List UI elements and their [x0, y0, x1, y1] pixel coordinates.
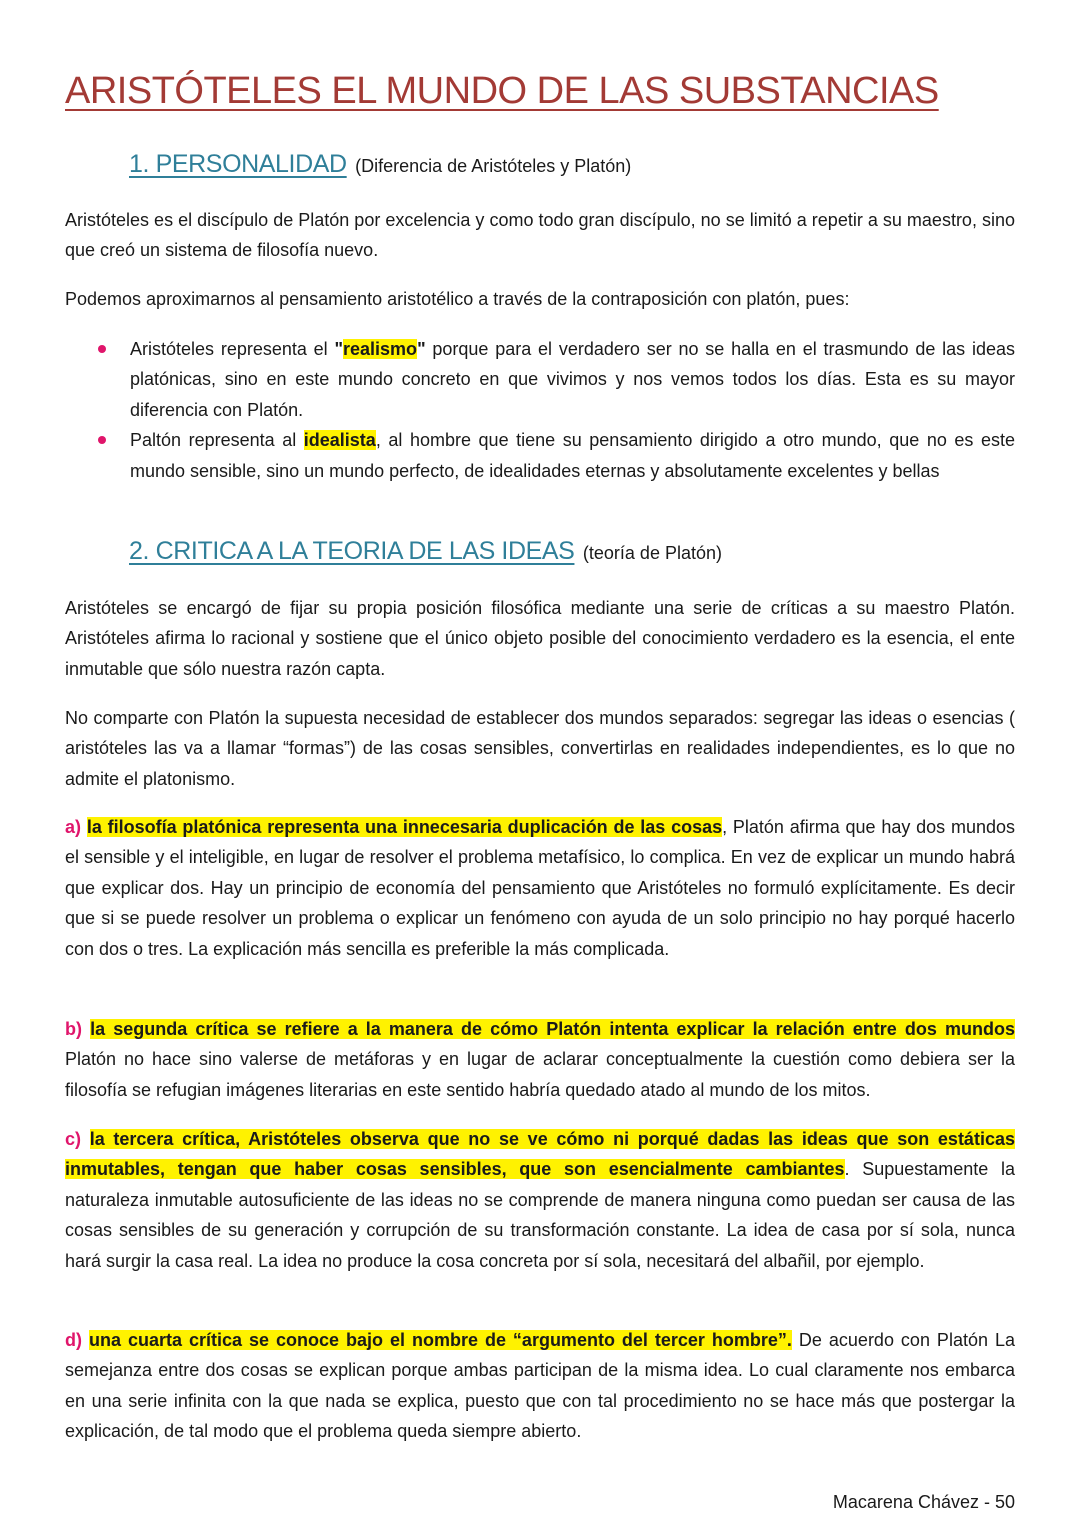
- quote-mark: ": [334, 339, 344, 359]
- item-letter: a): [65, 817, 82, 837]
- text: Platón no hace sino valerse de metáforas y en lugar de aclarar conceptualmente la cuestión como debiera ser la filosofía se refugian imágenes literarias en este sentido habría quedado atado al mundo de los mitos.: [65, 1049, 1015, 1100]
- section-1-heading: [129, 150, 631, 179]
- section-2-p2: [65, 703, 1015, 794]
- highlight: idealista: [303, 430, 376, 451]
- page-title: ARISTÓTELES EL MUNDO DE LAS SUBSTANCIAS: [65, 70, 939, 112]
- item-letter: b): [65, 1019, 82, 1039]
- section-1-title: 1. PERSONALIDAD: [129, 150, 347, 178]
- item-letter: c): [65, 1129, 82, 1149]
- comparison-list: [65, 334, 1015, 486]
- critica-a: [65, 812, 1015, 964]
- section-2-heading: [129, 537, 722, 566]
- paragraph: Podemos aproximarnos al pensamiento aristotélico a través de la contraposición con platón, pues:: [65, 289, 850, 309]
- critica-b: [65, 1014, 1015, 1105]
- text: . Supuestamente la naturaleza inmutable autosuficiente de las ideas no se comprende de manera ninguna como puedan ser causa de las cosas sensibles de su generación y corrupción de su transformación constante. La idea de casa por sí sola, nunca hará surgir la casa real. La idea no produce la cosa concreta por sí sola, necesitará del albañil, por ejemplo.: [65, 1159, 1015, 1271]
- paragraph: Aristóteles se encargó de fijar su propia posición filosófica mediante una serie de críticas a su maestro Platón. Aristóteles afirma lo racional y sostiene que el único objeto posible del conocimiento verdadero es la esencia, el ente inmutable que sólo nuestra razón capta.: [65, 598, 1015, 679]
- highlight: una cuarta crítica se conoce bajo el nombre de “argumento del tercer hombre”.: [88, 1330, 792, 1350]
- text: , al hombre que tiene su pensamiento dirigido a otro mundo, que no es este mundo sensible, sino un mundo perfecto, de idealidades eternas y absolutamente excelentes y bellas: [130, 430, 1015, 481]
- text: Paltón representa al: [130, 430, 304, 451]
- text: De acuerdo con Platón La semejanza entre dos cosas se explican porque ambas participan de la misma idea. Lo cual claramente nos embarca en una serie infinita con la que nada se explica, puesto que con tal procedimiento no se hace más que postergar la explicación, de tal modo que el problema queda siempre abierto.: [65, 1330, 1015, 1442]
- list-item: [65, 334, 1015, 425]
- section-1-lead: [65, 284, 1015, 314]
- list-item: [65, 425, 1015, 486]
- paragraph: Aristóteles es el discípulo de Platón por excelencia y como todo gran discípulo, no se limitó a repetir a su maestro, sino que creó un sistema de filosofía nuevo.: [65, 210, 1015, 261]
- critica-c: [65, 1124, 1015, 1276]
- highlight: la filosofía platónica representa una innecesaria duplicación de las cosas: [86, 817, 723, 837]
- section-2-title: 2. CRITICA A LA TEORIA DE LAS IDEAS: [129, 537, 575, 565]
- section-2-p1: [65, 593, 1015, 684]
- critica-d: [65, 1325, 1015, 1447]
- quote-mark: ": [417, 339, 426, 359]
- highlight: la tercera crítica, Aristóteles observa que no se ve cómo ni porqué dadas las ideas que son estáticas inmutables, tengan que haber cosas sensibles, que son esencialmente cambiantes: [65, 1129, 1015, 1180]
- section-1-intro: [65, 205, 1015, 266]
- page-footer: Macarena Chávez - 50: [832, 1492, 1015, 1512]
- item-letter: d): [65, 1330, 82, 1350]
- highlight: realismo: [343, 339, 418, 359]
- section-2-subtitle: (teoría de Platón): [582, 543, 722, 563]
- text: Aristóteles representa el: [130, 339, 335, 359]
- text: porque para el verdadero ser no se halla en el trasmundo de las ideas platónicas, sino en este mundo concreto en que vivimos y nos vemos todos los días. Esta es su mayor diferencia con Platón.: [130, 339, 1015, 420]
- section-1-subtitle: (Diferencia de Aristóteles y Platón): [355, 156, 632, 176]
- highlight: la segunda crítica se refiere a la manera de cómo Platón intenta explicar la relación entre dos mundos: [90, 1019, 1015, 1039]
- paragraph: No comparte con Platón la supuesta necesidad de establecer dos mundos separados: segregar las ideas o esencias ( aristóteles las va a llamar “formas”) de las cosas sensibles, convertirlas en realidades independientes, es lo que no admite el platonismo.: [65, 708, 1015, 789]
- text: , Platón afirma que hay dos mundos el sensible y el inteligible, en lugar de resolver el problema metafísico, lo complica. En vez de explicar un mundo habrá que explicar dos. Hay un principio de economía del pensamiento que Aristóteles no formuló explícitamente. Es decir que si se puede resolver un problema o explicar un fenómeno con ayuda de un solo principio no hay porqué hacerlo con dos o tres. La explicación más sencilla es preferible la más complicada.: [65, 817, 1015, 959]
